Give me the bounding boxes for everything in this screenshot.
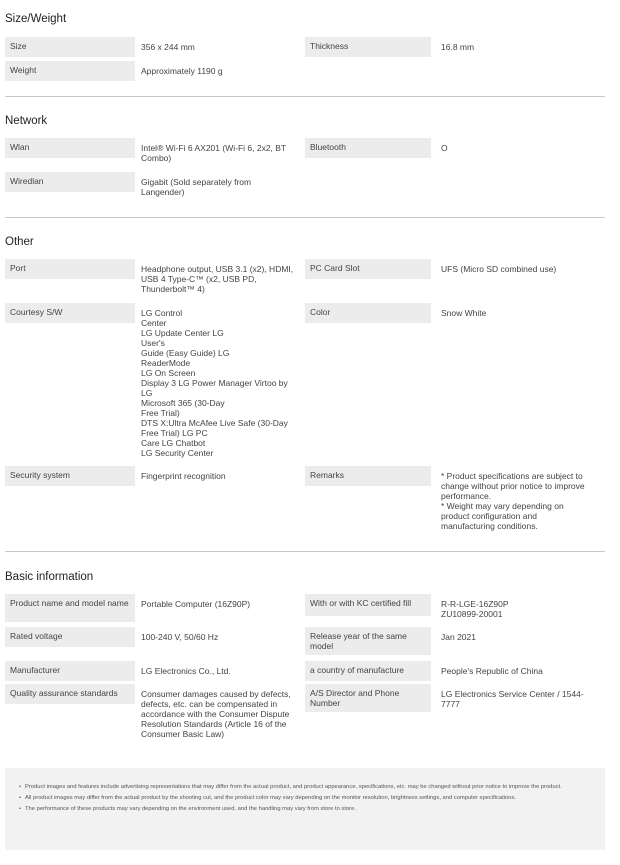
spec-value-courtesy-sw xyxy=(141,308,299,458)
section-title-other: Other xyxy=(5,236,34,248)
remarks-line: change without prior notice to improve xyxy=(441,481,585,491)
section-title-size-weight: Size/Weight xyxy=(5,13,67,25)
spec-label-manufacturer: Manufacturer xyxy=(5,661,135,681)
courtesy-line: Guide (Easy Guide) LG xyxy=(141,348,230,358)
spec-label-kc-certified: With or with KC certified fill xyxy=(305,594,431,616)
courtesy-line: Care LG Chatbot xyxy=(141,438,206,448)
spec-value-thickness: 16.8 mm xyxy=(441,42,475,52)
spec-value-port: Headphone output, USB 3.1 (x2), HDMI, USB 4 Type-C™ (x2, USB PD, Thunderbolt™ 4) xyxy=(141,264,294,294)
spec-value-product-name: Portable Computer (16Z90P) xyxy=(141,599,251,609)
spec-label-weight: Weight xyxy=(5,61,135,81)
spec-label-country: a country of manufacture xyxy=(305,661,431,681)
courtesy-line: Microsoft 365 (30-Day xyxy=(141,398,225,408)
note-text: The performance of these products may vary depending on the environment used, and the handling may vary from store to store. xyxy=(25,806,356,812)
spec-value-weight: Approximately 1190 g xyxy=(141,66,223,76)
courtesy-line: LG On Screen xyxy=(141,368,196,378)
spec-label-courtesy-sw: Courtesy S/W xyxy=(5,303,135,323)
spec-label-color: Color xyxy=(305,303,431,323)
spec-value-as-director: LG Electronics Service Center / 1544-7777 xyxy=(441,689,584,709)
spec-value-pc-card-slot: UFS (Micro SD combined use) xyxy=(441,264,557,274)
spec-label-product-name: Product name and model name xyxy=(5,594,135,622)
courtesy-line: ReaderMode xyxy=(141,358,191,368)
note-item: • The performance of these products may vary depending on the environment used, and the handling may vary from store to store. xyxy=(19,806,356,812)
spec-label-size: Size xyxy=(5,37,135,57)
spec-value-remarks xyxy=(441,471,601,531)
courtesy-line: User's xyxy=(141,338,165,348)
remarks-line: product configuration and xyxy=(441,511,537,521)
spec-label-bluetooth: Bluetooth xyxy=(305,138,431,158)
spec-value-kc-certified: R-R-LGE-16Z90P ZU10899-20001 xyxy=(441,599,509,619)
remarks-line: performance. xyxy=(441,491,492,501)
courtesy-line: Display 3 LG Power Manager Virtoo by xyxy=(141,378,288,388)
spec-label-wlan: Wlan xyxy=(5,138,135,158)
courtesy-line: LG Security Center xyxy=(141,448,214,458)
spec-label-pc-card-slot: PC Card Slot xyxy=(305,259,431,279)
note-item: • Product images and features include advertising representations that may differ from the actual product, and product appearance, specifications, etc. may be changed without prior notice to improve the product. xyxy=(19,784,562,790)
note-text: Product images and features include advertising representations that may differ from the actual product, and product appearance, specifications, etc. may be changed without prior notice to improve the product. xyxy=(25,784,562,790)
spec-value-release-year: Jan 2021 xyxy=(441,632,476,642)
spec-label-as-director: A/S Director and Phone Number xyxy=(305,684,431,712)
spec-value-manufacturer: LG Electronics Co., Ltd. xyxy=(141,666,231,676)
spec-value-bluetooth: O xyxy=(441,143,448,153)
spec-value-wlan: Intel® Wi-Fi 6 AX201 (Wi-Fi 6, 2x2, BT Combo) xyxy=(141,143,286,163)
spec-value-country: People's Republic of China xyxy=(441,666,543,676)
note-item: • All product images may differ from the actual product by the shooting cut, and the product color may vary depending on the monitor resolution, brightness settings, and computer specifications. xyxy=(19,795,516,801)
section-divider xyxy=(5,217,605,218)
disclaimer-notes xyxy=(5,768,605,850)
courtesy-line: DTS X:Ultra McAfee Live Safe (30-Day xyxy=(141,418,288,428)
note-text: All product images may differ from the actual product by the shooting cut, and the product color may vary depending on the monitor resolution, brightness settings, and computer specifications. xyxy=(25,795,516,801)
section-divider xyxy=(5,96,605,97)
remarks-line: * Weight may vary depending on xyxy=(441,501,564,511)
section-divider xyxy=(5,551,605,552)
courtesy-line: LG Control xyxy=(141,308,183,318)
spec-label-rated-voltage: Rated voltage xyxy=(5,627,135,647)
spec-value-quality-assurance: Consumer damages caused by defects, defects, etc. can be compensated in accordance with the Consumer Dispute Resolution Standards (Article 16 of the Consumer Basic Law) xyxy=(141,689,291,739)
spec-label-port: Port xyxy=(5,259,135,279)
section-title-basic-information: Basic information xyxy=(5,571,94,583)
section-title-network: Network xyxy=(5,115,48,127)
courtesy-line: Free Trial) xyxy=(141,408,180,418)
spec-value-color: Snow White xyxy=(441,308,487,318)
spec-label-wiredlan: Wiredlan xyxy=(5,172,135,192)
courtesy-line: LG xyxy=(141,388,153,398)
spec-value-rated-voltage: 100-240 V, 50/60 Hz xyxy=(141,632,219,642)
courtesy-line: Center xyxy=(141,318,167,328)
remarks-line: manufacturing conditions. xyxy=(441,521,538,531)
spec-label-quality-assurance: Quality assurance standards xyxy=(5,684,135,704)
courtesy-line: LG Update Center LG xyxy=(141,328,224,338)
spec-label-thickness: Thickness xyxy=(305,37,431,57)
spec-label-remarks: Remarks xyxy=(305,466,431,486)
remarks-line: * Product specifications are subject to xyxy=(441,471,583,481)
courtesy-line: Free Trial) LG PC xyxy=(141,428,208,438)
spec-label-release-year: Release year of the same model xyxy=(305,627,431,655)
spec-value-size: 356 x 244 mm xyxy=(141,42,195,52)
spec-value-security-system: Fingerprint recognition xyxy=(141,471,226,481)
spec-value-wiredlan: Gigabit (Sold separately from Langender) xyxy=(141,177,252,197)
spec-label-security-system: Security system xyxy=(5,466,135,486)
